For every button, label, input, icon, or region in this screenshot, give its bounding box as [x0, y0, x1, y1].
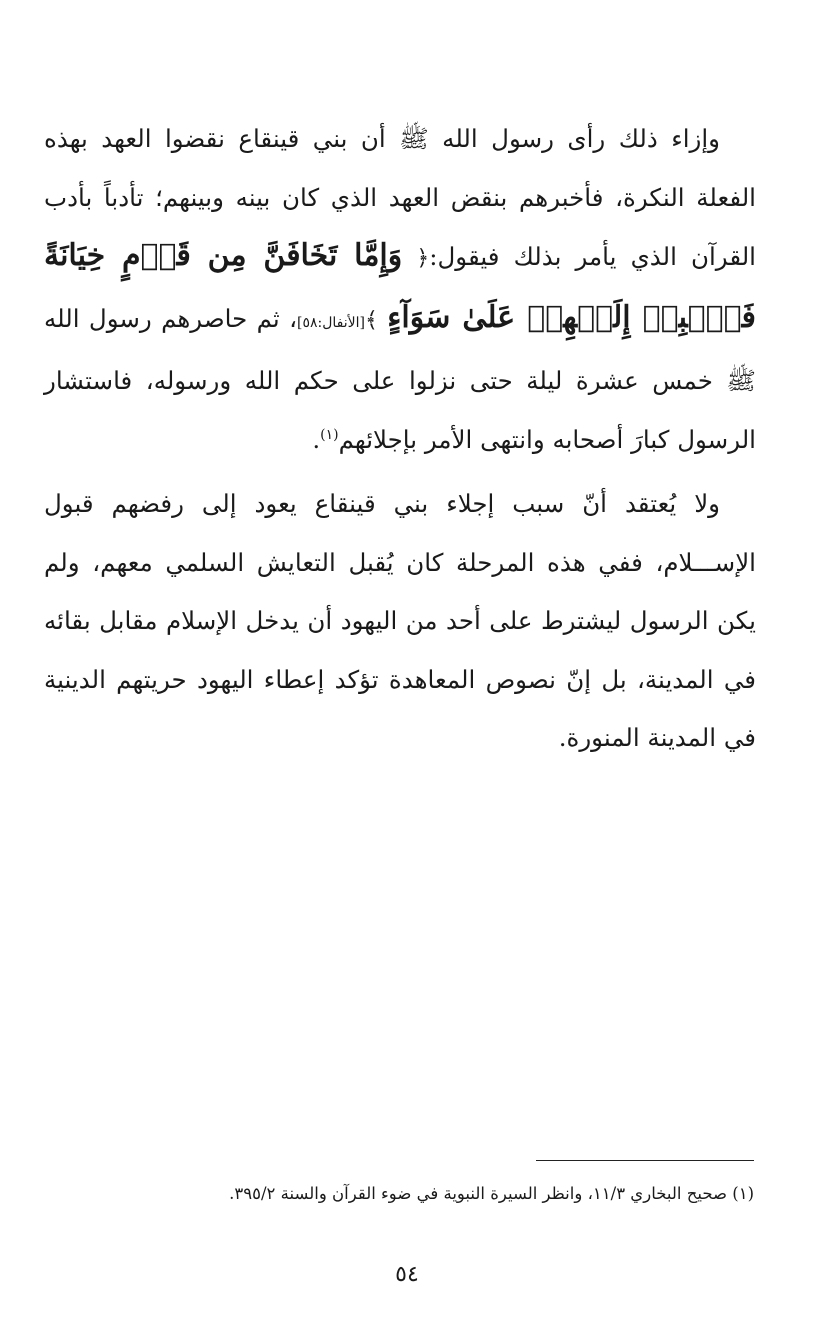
verse-close-bracket: ﴾	[365, 307, 378, 333]
paragraph-1	[44, 110, 756, 469]
paragraph-1-intro: وإزاء ذلك رأى رسول الله ﷺ أن بني قينقاع نقضوا العهد بهذه الفعلة النكرة، فأخبرهم بنقض العهد الذي كان بينه وبينهم؛ تأدباً بأدب القرآن الذي يأمر بذلك فيقول:	[44, 124, 756, 271]
footnote-separator	[536, 1160, 754, 1161]
main-text	[44, 110, 756, 768]
verse-reference: [الأنفال:٥٨]	[297, 314, 365, 331]
paragraph-1-end: .	[312, 424, 321, 454]
paragraph-2: ولا يُعتقد أنّ سبب إجلاء بني قينقاع يعود إلى رفضهم قبول الإســـلام، ففي هذه المرحلة كان يُقبل التعايش السلمي معهم، ولم يكن الرسول ليشترط على أحد من اليهود أن يدخل الإسلام مقابل بقائه في المدينة، بل إنّ نصوص المعاهدة تؤكد إعطاء اليهود حريتهم الدينية في المدينة المنورة.	[44, 489, 756, 752]
footnote-marker: (١)	[320, 426, 339, 443]
footnote: (١) صحيح البخاري ١١/٣، وانظر السيرة النبوية في ضوء القرآن والسنة ٣٩٥/٢.	[229, 1184, 754, 1203]
verse-open-bracket: ﴿	[416, 246, 430, 271]
quran-verse: وَإِمَّا تَخَافَنَّ مِن قَوۡمٍ خِيَانَةً فَٱنۢبِذۡ إِلَيۡهِمۡ عَلَىٰ سَوَآءٍ	[44, 238, 756, 335]
page-number: ٥٤	[395, 1262, 419, 1287]
paragraph-1-continuation: ، ثم حاصرهم رسول الله ﷺ خمس عشرة ليلة حتى نزلوا على حكم الله ورسوله، فاستشار الرسول كبارَ أصحابه وانتهى الأمر بإجلائهم	[44, 303, 756, 454]
